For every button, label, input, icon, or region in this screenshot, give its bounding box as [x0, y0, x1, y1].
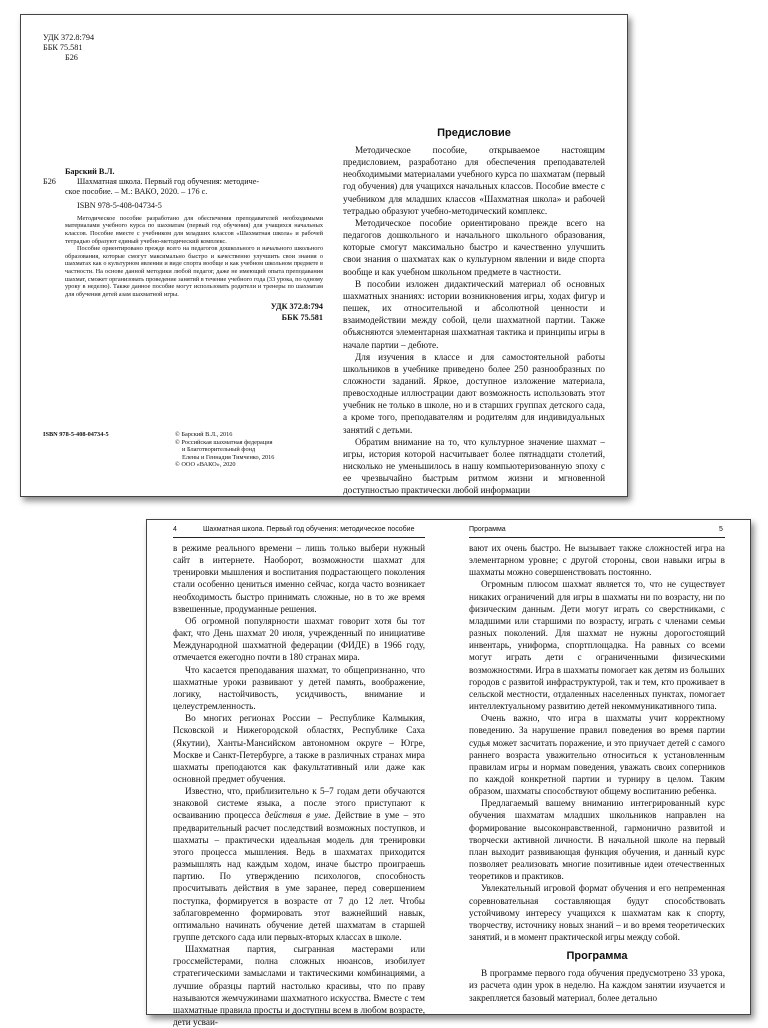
author-name: Барский В.Л.: [65, 167, 115, 176]
page-5-text: [469, 542, 725, 1004]
copyright-line: Елены и Геннадия Тимченко, 2016: [182, 453, 275, 461]
copyright-line: © Российская шахматная федерация: [175, 438, 273, 446]
preface-heading: Предисловие: [437, 127, 511, 139]
book-description-line-2: ское пособие. – М.: ВАКО, 2020. – 176 с.: [65, 187, 208, 197]
annotation-paragraph: Пособие ориентировано прежде всего на педагогов дошкольного и начального школьного образования, которые смогут максимально быстро и качественно улучшить свои знания о шахматах как о культурном явлении и виде спорта вообще и как учебном школьном предмете в частности. На основе данной методики любой педагог, даже не имеющий опыта преподавания шахмат, сможет организовать проведение занятий в течение учебного года (33 урока, по одному уроку в неделю). Также данное пособие могут использовать родители и тренеры по шахматам для обучения детей азам шахматной игры.: [65, 245, 323, 298]
body-paragraph: вают их очень быстро. Не вызывает также сложностей игра на элементарном уровне; с другой стороны, свои навыки игры в шахматы можно совершенствовать постоянно.: [469, 543, 725, 578]
emphasis-action-in-mind: действия в уме: [264, 810, 329, 821]
page-4-text: [173, 542, 425, 1028]
body-paragraph: Шахматная партия, сыгранная мастерами или гроссмейстерами, полна сложных нюансов, изобилует стратегическими замыслами и тактическими комбинациями, а лучшие образцы партий настолько красивы, что по праву называются жемчужинами шахматного искусства. Вместе с тем шахматные правила просты и доступны всем в любом возрасте, дети усваи-: [173, 944, 425, 1028]
body-paragraph: Увлекательный игровой формат обучения и его непременная соревновательная составляющая будут способствовать устойчивому интересу учащихся к шахматам как к спорту, творчеству, источнику новых знаний – и во время теоретических занятий, и в момент практической игры между собой.: [469, 883, 725, 942]
running-head-left: Шахматная школа. Первый год обучения: методическое пособие: [203, 526, 415, 533]
preface-paragraph: Методическое пособие ориентировано прежде всего на педагогов дошкольного и начального школьного образования, которые смогут максимально быстро и качественно улучшить свои знания о шахматах как о культурном явлении и виде спорта вообще и как учебном школьном предмете в частности.: [343, 217, 605, 277]
annotation: [43, 215, 323, 299]
page-spread-4-5: [146, 519, 751, 1028]
page-number-left: 4: [173, 526, 177, 533]
body-paragraph: Известно, что, приблизительно к 5–7 годам дети обучаются знаковой системе языка, а после этого приступают к осваиванию процесса действия в уме. Действие в уме – это предварительный расчет последствий возможных поступков, и шахматы – практически идеальная модель для тренировки этого процесса мышления. Ведь в шахматах приходится размышлять над каждым ходом, иначе быстро проиграешь партию. По утверждению психологов, способность просчитывать действия в уме заранее, перед совершением поступка, формируется в возрасте от 7 до 12 лет. Чтобы заблаговременно формировать этот важнейший навык, оптимально начинать обучение детей шахматам в старшей группе детского сада или первых-вторых классах в школе.: [173, 786, 426, 942]
copyright-block: [175, 431, 325, 469]
udk-code-bottom: УДК 372.8:794: [270, 302, 323, 312]
header-rule-right: [469, 537, 725, 538]
page-number-right: 5: [719, 526, 723, 533]
page-spread-copyright-preface: [20, 14, 628, 497]
copyright-line: © ООО «ВАКО», 2020: [175, 461, 236, 469]
preface-paragraph: Для изучения в классе и для самостоятельной работы школьников в учебнике приведено более 250 разнообразных по сложности заданий. Яркое, доступное изложение материала, превосходные иллюстрации дают возможность использовать этот учебник не только в школе, но и в старших группах детского сада, а кроме того, преподавателям и родителям для индивидуальных занятий с детьми.: [343, 351, 605, 435]
preface-paragraph: В пособии изложен дидактический материал об основных шахматных знаниях: истории возникновения игры, ходах фигур и пешек, их относительной и абсолютной ценности и взаимодействии между собой, цели шахматной партии. Также объясняются элементарная шахматная тактика и принципы игры в начале партии – дебюте.: [343, 278, 605, 350]
preface-column: [343, 127, 605, 497]
copyright-line: © Барский В.Л., 2016: [175, 431, 233, 438]
bibliographic-record: [43, 167, 323, 323]
copyright-line: и Благотворительный фонд: [182, 446, 256, 454]
bbk-code: ББК 75.581: [43, 43, 83, 53]
preface-paragraph: Обратим внимание на то, что культурное значение шахмат – игры, история которой насчитывает более пятнадцати столетий, нисколько не уменьшилось в нашу компьютеризованную эпоху с ее чрезвычайно быстрым ритмом жизни и мгновенной доступностью практически любой информации: [343, 436, 605, 496]
isbn-bottom: ISBN 978-5-408-04734-5: [43, 431, 109, 438]
body-paragraph: Предлагаемый вашему вниманию интегрированный курс обучения шахматам младших школьников направлен на формирование высоконравственной, гармонично развитой и творчески активной личности. В начальной школе на первый план выходит развивающая функция обучения, и данный курс позволяет реализовать многие позитивные идеи отечественных теоретиков и практиков.: [469, 798, 725, 882]
body-paragraph: Очень важно, что игра в шахматы учит корректному поведению. За нарушение правил поведения во время партии судья может засчитать поражение, и это приучает детей с самого раннего возраста уважительно относиться к установленным правилам игры и нормам поведения, уважать своих соперников по каждой конкретной партии и турниру в целом. Таким образом, шахматы способствуют общему воспитанию ребенка.: [469, 713, 725, 797]
body-paragraph: в режиме реального времени – лишь только выбери нужный сайт в интернете. Наоборот, возможности шахмат для тренировки мышления и воспитания подрастающего поколения стали особенно цениться именно сейчас, когда часто возникает необходимость быстро принимать сложные, но в то же время взвешенные, продуманные решения.: [173, 543, 425, 614]
body-paragraph: Что касается преподавания шахмат, то общепризнанно, что шахматные уроки развивают у детей память, воображение, логику, настойчивость, усидчивость, внимание и целеустремленность.: [173, 664, 425, 712]
program-heading: Программа: [566, 950, 628, 963]
author-mark-side: Б26: [43, 177, 56, 187]
preface-paragraph: Методическое пособие, открываемое настоящим предисловием, разработано для обеспечения преподавателей необходимыми материалами учебного курса по шахматам (первый год обучения) для учащихся начальных классов. Пособие вместе с учебником для младших классов «Шахматная школа» и рабочей тетрадью образуют учебно-методический комплекс.: [343, 145, 605, 216]
udk-code: УДК 372.8:794: [43, 33, 95, 42]
running-head-right: Программа: [469, 526, 506, 533]
classification-block-top: [43, 33, 243, 64]
body-paragraph: Во многих регионах России – Республике Калмыкия, Псковской и Нижегородской областях, Республике Саха (Якутии), Ханты-Мансийском автономном округе – Югре, Москве и Санкт-Петербурге, а также в различных странах мира шахматы преподаются как факультативный или даже как основной предмет обучения.: [173, 713, 425, 784]
body-paragraph: Огромным плюсом шахмат является то, что не существует никаких ограничений для игры в шахматы ни по возрасту, ни по физическим данным. Дети могут играть со сверстниками, с младшими или старшими по возрасту, играть с членами семьи разных поколений. Для шахмат не нужны дорогостоящий инвентарь, униформа, спортплощадка. На равных со всеми могут играть дети с ограниченными физическими возможностями. Игра в шахматы помогает как детям из больших городов с развитой инфраструктурой, так и тем, кто проживает в сельской местности, отдаленных населенных пунктах, помогает интеллектуальному развитию детей некоммуникативного типа.: [469, 579, 725, 712]
annotation-paragraph: Методическое пособие разработано для обеспечения преподавателей необходимыми материалами учебного курса по шахматам (первый год обучения) для учащихся начальных классов. Пособие вместе с учебником для младших классов «Шахматная школа» и рабочей тетрадью образуют единый учебно-методический комплекс.: [65, 214, 323, 245]
bbk-code-bottom: ББК 75.581: [281, 312, 323, 322]
book-description-line-1: Шахматная школа. Первый год обучения: методиче-: [77, 177, 260, 187]
author-mark-code: Б26: [65, 53, 78, 63]
body-paragraph: В программе первого года обучения предусмотрено 33 урока, из расчета один урок в неделю. На каждом занятии изучается и закрепляется базовый материал, более детально: [469, 968, 725, 1003]
body-paragraph: Об огромной популярности шахмат говорит хотя бы тот факт, что День шахмат 20 июля, учрежденный по инициативе Международной шахматной федерации (ФИДЕ) в 1966 году, отмечается ежегодно почти в 180 странах мира.: [173, 615, 425, 663]
isbn-bottom-block: [43, 431, 163, 439]
header-rule-left: [173, 537, 425, 538]
isbn-record: ISBN 978-5-408-04734-5: [77, 200, 162, 210]
